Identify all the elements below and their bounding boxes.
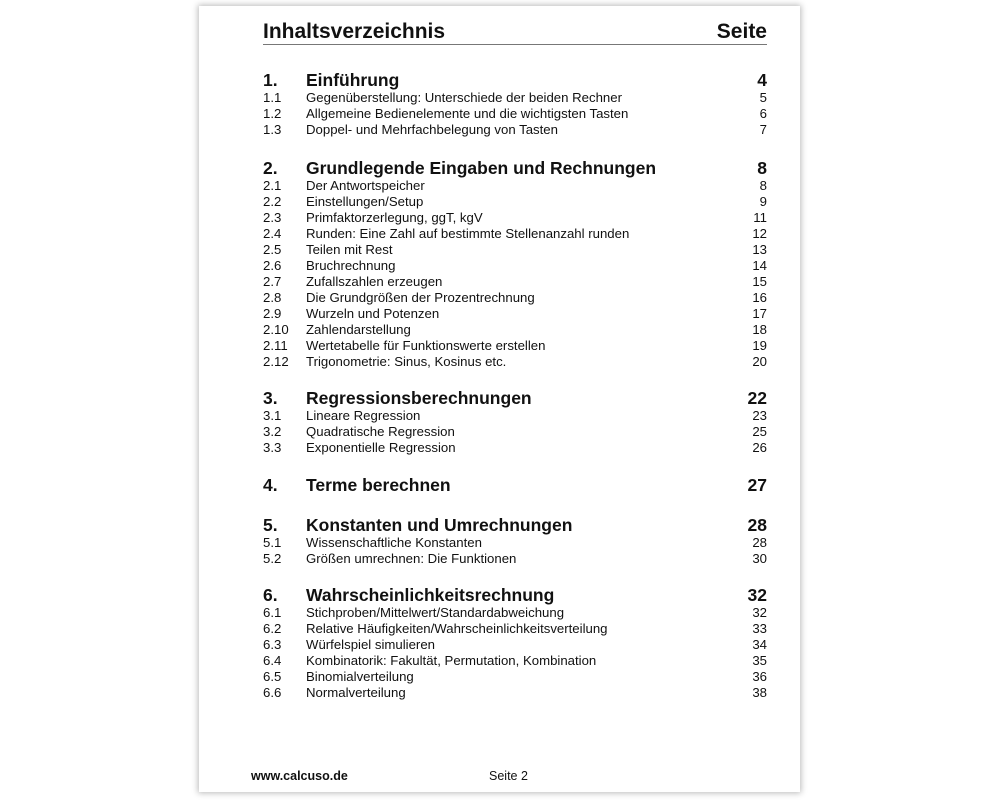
chapter-number: 3. — [263, 388, 278, 408]
toc-entry — [263, 322, 767, 338]
chapter-title: Einführung — [306, 70, 400, 90]
entry-page: 14 — [752, 258, 767, 273]
chapter-page: 8 — [757, 158, 767, 178]
entry-page: 15 — [752, 274, 767, 289]
entry-number: 2.12 — [263, 354, 289, 369]
entry-title: Wurzeln und Potenzen — [306, 306, 440, 321]
chapter-page: 22 — [747, 388, 767, 408]
toc-entry — [263, 621, 767, 637]
entry-number: 6.2 — [263, 621, 282, 636]
entry-number: 2.10 — [263, 322, 289, 337]
toc-chapter-heading — [263, 583, 767, 607]
entry-page: 35 — [752, 653, 767, 668]
entry-title: Bruchrechnung — [306, 258, 396, 273]
chapter-page: 4 — [757, 70, 767, 90]
entry-title: Die Grundgrößen der Prozentrechnung — [306, 290, 535, 305]
toc-chapter — [263, 513, 767, 567]
toc-entry — [263, 653, 767, 669]
entry-title: Würfelspiel simulieren — [306, 637, 435, 652]
entry-page: 30 — [752, 551, 767, 566]
toc-chapter-heading — [263, 156, 767, 180]
entry-number: 5.1 — [263, 535, 282, 550]
footer-page-number: Seite 2 — [489, 769, 528, 783]
toc-header — [263, 20, 767, 45]
entry-title: Teilen mit Rest — [306, 242, 393, 257]
entry-page: 38 — [752, 685, 767, 700]
chapter-number: 4. — [263, 475, 278, 495]
toc-entry — [263, 306, 767, 322]
page-column-label: Seite — [716, 20, 767, 43]
toc-chapter-heading — [263, 386, 767, 410]
entry-page: 6 — [759, 106, 767, 121]
toc-entry — [263, 90, 767, 106]
entry-number: 2.6 — [263, 258, 282, 273]
entry-number: 1.1 — [263, 90, 282, 105]
entry-title: Gegenüberstellung: Unterschiede der beiden Rechner — [306, 90, 622, 105]
toc-entry — [263, 669, 767, 685]
entry-page: 9 — [759, 194, 767, 209]
toc-entry — [263, 685, 767, 701]
entry-number: 2.4 — [263, 226, 282, 241]
entry-page: 26 — [752, 440, 767, 455]
entry-number: 6.1 — [263, 605, 282, 620]
entry-number: 3.2 — [263, 424, 282, 439]
entry-page: 36 — [752, 669, 767, 684]
entry-title: Relative Häufigkeiten/Wahrscheinlichkeitsverteilung — [306, 621, 608, 636]
entry-page: 16 — [752, 290, 767, 305]
entry-title: Trigonometrie: Sinus, Kosinus etc. — [306, 354, 507, 369]
toc-chapter — [263, 156, 767, 370]
chapter-title: Regressionsberechnungen — [306, 388, 532, 408]
toc-entry — [263, 408, 767, 424]
toc-chapter-heading — [263, 513, 767, 537]
entry-title: Kombinatorik: Fakultät, Permutation, Kombination — [306, 653, 597, 668]
entry-number: 2.9 — [263, 306, 282, 321]
toc-entry — [263, 338, 767, 354]
entry-title: Runden: Eine Zahl auf bestimmte Stellenanzahl runden — [306, 226, 630, 241]
toc-entry — [263, 258, 767, 274]
chapter-page: 27 — [747, 475, 767, 495]
entry-title: Stichproben/Mittelwert/Standardabweichung — [306, 605, 565, 620]
entry-number: 6.4 — [263, 653, 282, 668]
entry-number: 6.6 — [263, 685, 282, 700]
toc-entry — [263, 178, 767, 194]
chapter-title: Wahrscheinlichkeitsrechnung — [306, 585, 555, 605]
entry-title: Lineare Regression — [306, 408, 421, 423]
toc-entry — [263, 242, 767, 258]
entry-title: Wertetabelle für Funktionswerte erstellen — [306, 338, 546, 353]
toc-entry — [263, 354, 767, 370]
entry-title: Zahlendarstellung — [306, 322, 411, 337]
chapter-number: 1. — [263, 70, 278, 90]
toc-title: Inhaltsverzeichnis — [263, 20, 446, 43]
chapter-page: 32 — [747, 585, 767, 605]
entry-title: Allgemeine Bedienelemente und die wichtigsten Tasten — [306, 106, 629, 121]
entry-page: 17 — [752, 306, 767, 321]
entry-number: 2.5 — [263, 242, 282, 257]
entry-title: Zufallszahlen erzeugen — [306, 274, 443, 289]
document-page — [199, 6, 800, 792]
entry-number: 3.1 — [263, 408, 282, 423]
toc-chapter — [263, 583, 767, 701]
toc-entry — [263, 290, 767, 306]
entry-number: 2.2 — [263, 194, 282, 209]
entry-title: Normalverteilung — [306, 685, 406, 700]
entry-number: 1.2 — [263, 106, 282, 121]
toc-entry — [263, 637, 767, 653]
toc-chapter — [263, 473, 767, 495]
toc-entry — [263, 122, 767, 138]
entry-title: Einstellungen/Setup — [306, 194, 424, 209]
entry-number: 2.11 — [263, 338, 288, 353]
chapter-title: Konstanten und Umrechnungen — [306, 515, 573, 535]
footer-website: www.calcuso.de — [251, 769, 348, 783]
entry-number: 2.8 — [263, 290, 282, 305]
toc-chapter-heading — [263, 473, 767, 497]
entry-page: 11 — [753, 210, 767, 225]
entry-title: Primfaktorzerlegung, ggT, kgV — [306, 210, 483, 225]
entry-title: Doppel- und Mehrfachbelegung von Tasten — [306, 122, 558, 137]
entry-page: 23 — [752, 408, 767, 423]
entry-page: 32 — [752, 605, 767, 620]
entry-page: 25 — [752, 424, 767, 439]
entry-number: 2.3 — [263, 210, 282, 225]
entry-page: 8 — [759, 178, 767, 193]
entry-title: Wissenschaftliche Konstanten — [306, 535, 482, 550]
entry-page: 33 — [752, 621, 767, 636]
entry-page: 34 — [752, 637, 767, 652]
entry-page: 7 — [759, 122, 767, 137]
chapter-title: Terme berechnen — [306, 475, 451, 495]
toc-entry — [263, 424, 767, 440]
toc-entry — [263, 210, 767, 226]
entry-page: 28 — [752, 535, 767, 550]
chapter-number: 2. — [263, 158, 278, 178]
toc-entry — [263, 194, 767, 210]
toc-entry — [263, 551, 767, 567]
toc-chapter-heading — [263, 68, 767, 92]
entry-number: 1.3 — [263, 122, 282, 137]
entry-number: 6.5 — [263, 669, 282, 684]
toc-chapter — [263, 386, 767, 456]
entry-title: Binomialverteilung — [306, 669, 414, 684]
entry-page: 13 — [752, 242, 767, 257]
toc-entry — [263, 274, 767, 290]
toc-entry — [263, 535, 767, 551]
entry-number: 3.3 — [263, 440, 282, 455]
entry-title: Quadratische Regression — [306, 424, 455, 439]
chapter-number: 5. — [263, 515, 278, 535]
entry-number: 6.3 — [263, 637, 282, 652]
entry-title: Der Antwortspeicher — [306, 178, 425, 193]
chapter-number: 6. — [263, 585, 278, 605]
entry-page: 5 — [759, 90, 767, 105]
toc-entry — [263, 440, 767, 456]
toc-chapter — [263, 68, 767, 138]
entry-number: 2.7 — [263, 274, 282, 289]
entry-title: Exponentielle Regression — [306, 440, 456, 455]
entry-number: 2.1 — [263, 178, 282, 193]
chapter-title: Grundlegende Eingaben und Rechnungen — [306, 158, 657, 178]
entry-number: 5.2 — [263, 551, 282, 566]
entry-page: 12 — [752, 226, 767, 241]
chapter-page: 28 — [747, 515, 767, 535]
entry-page: 20 — [752, 354, 767, 369]
toc-entry — [263, 226, 767, 242]
entry-page: 18 — [752, 322, 767, 337]
toc-entry — [263, 605, 767, 621]
entry-title: Größen umrechnen: Die Funktionen — [306, 551, 517, 566]
entry-page: 19 — [752, 338, 767, 353]
toc-entry — [263, 106, 767, 122]
